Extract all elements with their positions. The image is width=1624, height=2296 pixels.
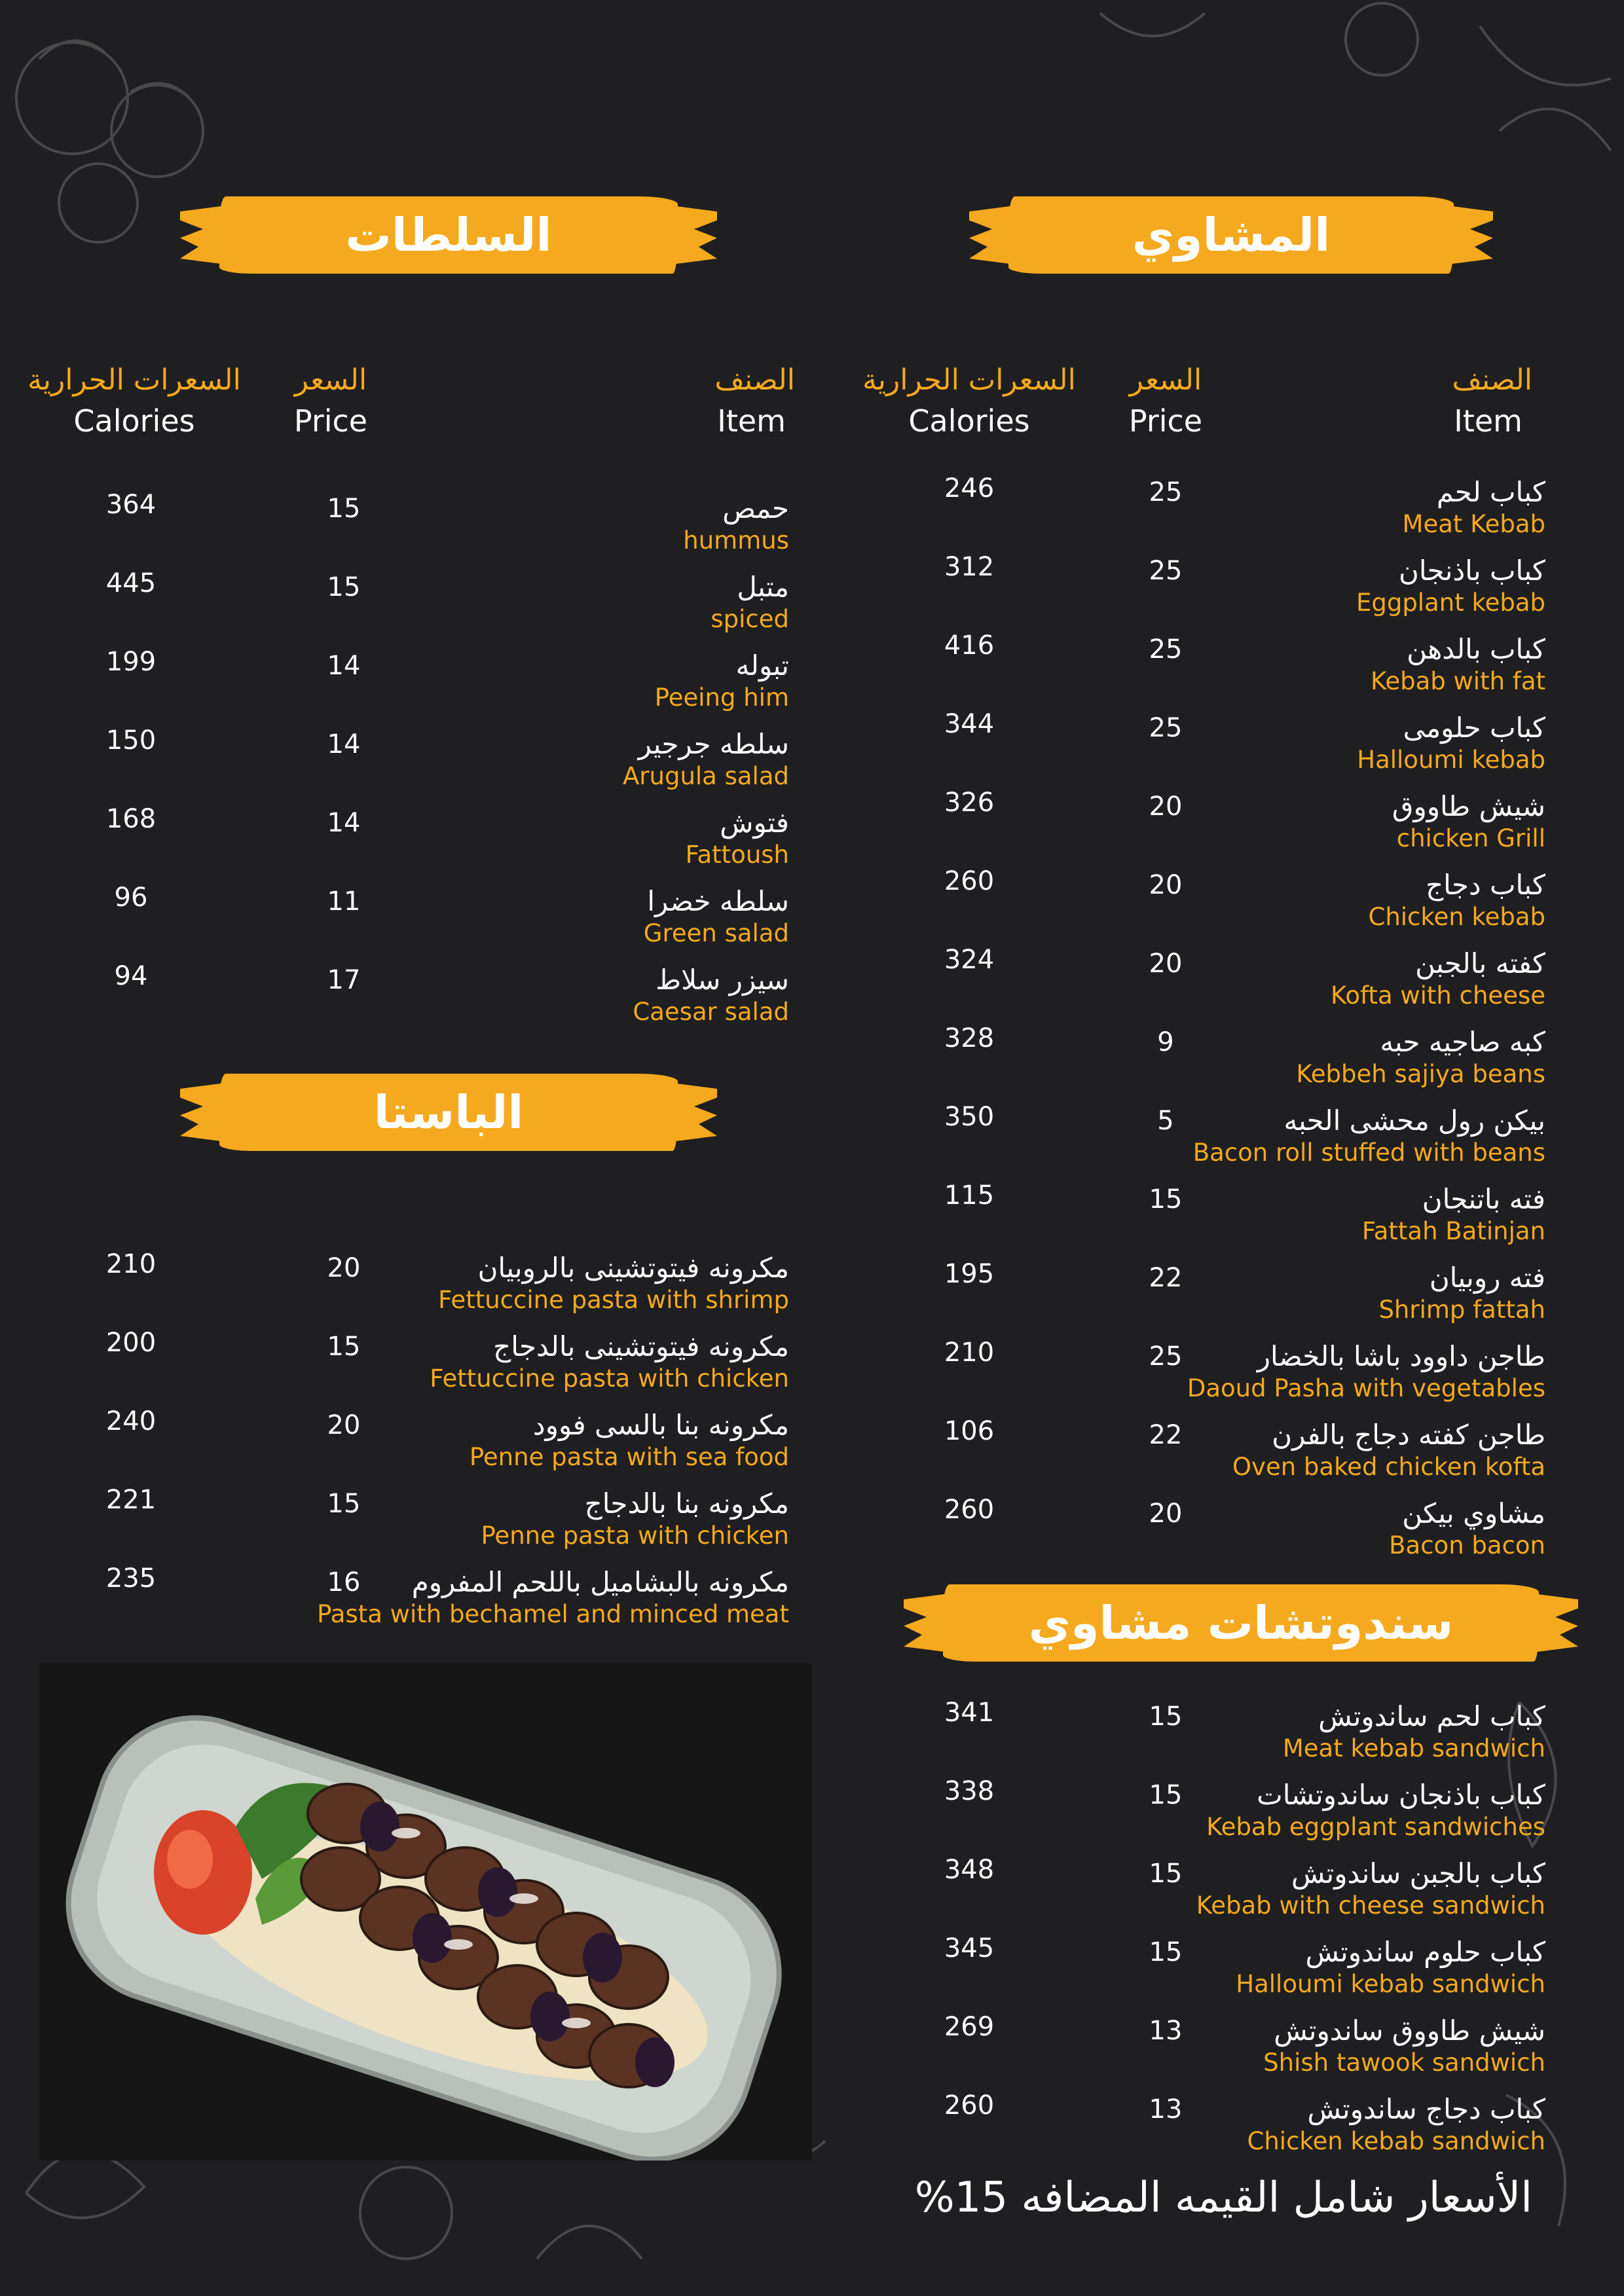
item-name-ar: كباب بالدهن <box>1407 633 1545 665</box>
item-calories: 240 <box>105 1406 157 1436</box>
grills-banner <box>1008 196 1454 274</box>
grills-row <box>864 710 1545 782</box>
item-calories: 235 <box>105 1563 157 1594</box>
item-price: 15 <box>1149 1780 1183 1810</box>
grills-row <box>864 632 1545 704</box>
item-name <box>683 491 789 555</box>
item-name-ar: مكرونه فيتوتشينى بالروبيان <box>477 1252 789 1284</box>
pasta-row <box>72 1250 789 1322</box>
item-calories: 200 <box>105 1328 157 1358</box>
item-name-ar: متبل <box>737 571 789 603</box>
item-calories: 260 <box>944 866 995 896</box>
item-name <box>1331 946 1545 1010</box>
calories-header-en: Calories <box>908 403 1030 439</box>
item-calories: 364 <box>105 490 157 520</box>
item-name-en: Halloumi kebab <box>1357 746 1545 774</box>
herb-sketch-icon <box>1074 0 1624 196</box>
item-name <box>1247 2092 1546 2156</box>
item-name <box>644 884 789 948</box>
item-name-en: Peeing him <box>654 683 789 712</box>
item-name-ar: تبوله <box>735 649 789 682</box>
item-calories: 416 <box>944 630 995 661</box>
item-price: 11 <box>327 886 361 917</box>
item-name-ar: مكرونه فيتوتشينى بالدجاج <box>493 1330 789 1362</box>
item-name-en: Eggplant kebab <box>1356 589 1545 617</box>
item-price: 9 <box>1157 1027 1174 1057</box>
pasta-row <box>72 1408 789 1480</box>
salads-row <box>72 884 789 956</box>
item-price: 25 <box>1149 1341 1183 1372</box>
calories-header-ar: السعرات الحرارية <box>862 363 1076 397</box>
item-name-ar: كباب لحم <box>1436 476 1545 508</box>
item-price: 15 <box>327 1332 361 1362</box>
item-calories: 210 <box>105 1249 157 1279</box>
sandwiches-row <box>864 1935 1545 2007</box>
item-price: 13 <box>1149 2016 1183 2046</box>
item-calories: 168 <box>105 804 157 834</box>
item-name <box>633 962 789 1027</box>
item-name-en: Daoud Pasha with vegetables <box>1187 1374 1545 1402</box>
item-name <box>1196 1856 1545 1920</box>
sandwiches-title: سندوتشات مشاوي <box>1028 1596 1454 1650</box>
item-calories: 345 <box>944 1933 995 1963</box>
salads-item-header <box>589 363 799 439</box>
salads-row <box>72 648 789 720</box>
grills-row <box>864 1417 1545 1489</box>
item-name-ar: حمص <box>722 492 789 524</box>
item-name-en: Green salad <box>643 919 789 947</box>
item-name-en: Kofta with cheese <box>1331 981 1545 1010</box>
item-price: 25 <box>1149 556 1183 586</box>
item-name-en: Shish tawook sandwich <box>1263 2049 1545 2077</box>
salads-calories-header <box>13 363 255 439</box>
item-calories: 150 <box>105 725 157 756</box>
item-calories: 210 <box>944 1338 995 1368</box>
item-name-en: Meat Kebab <box>1402 510 1545 538</box>
item-calories: 195 <box>944 1259 995 1289</box>
item-name-en: Kebab eggplant sandwiches <box>1206 1813 1545 1841</box>
item-price: 16 <box>327 1567 361 1597</box>
item-calories: 246 <box>944 473 995 503</box>
item-name-ar: كباب حلومى <box>1403 712 1545 744</box>
item-name-ar: فته روبيان <box>1429 1262 1545 1294</box>
item-name-en: Pasta with bechamel and minced meat <box>317 1600 789 1628</box>
item-price: 15 <box>327 572 361 602</box>
item-name-en: Fattoush <box>685 841 789 869</box>
grills-item-header <box>1395 363 1591 439</box>
price-header-ar: السعر <box>1129 363 1202 397</box>
item-calories: 96 <box>114 883 148 913</box>
item-name-en: Shrimp fattah <box>1378 1296 1545 1324</box>
item-calories: 348 <box>944 1855 995 1885</box>
item-name-en: chicken Grill <box>1396 824 1545 852</box>
item-name-ar: شيش طاووق <box>1392 790 1545 822</box>
item-header-ar: الصنف <box>1452 363 1532 397</box>
item-name-en: Oven baked chicken kofta <box>1232 1453 1545 1481</box>
item-price: 15 <box>1149 1184 1183 1214</box>
item-name <box>1378 1260 1545 1324</box>
item-name-ar: كباب بالجبن ساندوتش <box>1291 1857 1545 1889</box>
item-name-en: Penne pasta with sea food <box>469 1443 789 1471</box>
kebab-plate-photo <box>39 1663 812 2160</box>
price-header-ar: السعر <box>294 363 367 397</box>
pasta-row <box>72 1486 789 1558</box>
salads-title: السلطات <box>345 208 552 262</box>
item-price: 15 <box>327 1489 361 1519</box>
pasta-banner <box>219 1074 678 1151</box>
grills-row <box>864 1025 1545 1097</box>
item-name-ar: فته باتنجان <box>1422 1183 1545 1215</box>
item-calories: 260 <box>944 1495 995 1525</box>
item-name-en: Kebbeh sajiya beans <box>1296 1060 1545 1088</box>
item-calories: 312 <box>944 552 995 582</box>
item-name-en: Halloumi kebab sandwich <box>1236 1970 1545 1998</box>
grills-row <box>864 553 1545 625</box>
item-calories: 445 <box>105 568 157 598</box>
item-name-ar: كباب باذنجان ساندوتشات <box>1257 1779 1545 1811</box>
item-name <box>1368 867 1545 932</box>
item-price: 5 <box>1157 1106 1174 1136</box>
calories-header-ar: السعرات الحرارية <box>28 363 241 397</box>
item-price: 20 <box>1149 949 1183 979</box>
item-price: 22 <box>1149 1263 1183 1293</box>
item-price: 14 <box>327 729 361 759</box>
item-calories: 94 <box>114 961 148 991</box>
item-name <box>655 648 789 712</box>
item-calories: 338 <box>944 1776 995 1806</box>
item-name-ar: كباب لحم ساندوتش <box>1318 1700 1545 1732</box>
item-name <box>1362 1182 1545 1246</box>
calories-header-en: Calories <box>73 403 195 439</box>
item-name-en: Arugula salad <box>622 762 789 790</box>
item-name-en: Fattah Batinjan <box>1361 1217 1545 1245</box>
sandwiches-row <box>864 2013 1545 2085</box>
grills-row <box>864 946 1545 1018</box>
item-name <box>1357 710 1545 774</box>
item-name-en: Kebab with fat <box>1370 667 1545 695</box>
item-name <box>1296 1025 1545 1089</box>
sandwiches-row <box>864 1777 1545 1850</box>
item-name-ar: مشاوي بيكن <box>1402 1497 1545 1529</box>
salads-row <box>72 805 789 877</box>
item-name-ar: مكرونه بنا بالدجاج <box>584 1487 789 1520</box>
sandwiches-banner <box>943 1584 1539 1662</box>
item-name-ar: مكرونه بالبشاميل باللحم المفروم <box>411 1566 789 1598</box>
item-name-en: Caesar salad <box>633 998 789 1026</box>
item-name <box>710 570 789 634</box>
item-calories: 260 <box>944 2090 995 2121</box>
sandwiches-row <box>864 1699 1545 1771</box>
item-name-en: Chicken kebab sandwich <box>1247 2127 1545 2155</box>
grills-title: المشاوي <box>1132 208 1331 262</box>
item-name <box>1283 1699 1545 1763</box>
salads-row <box>72 962 789 1034</box>
item-name-ar: سيزر سلاط <box>655 964 789 996</box>
grills-price-header <box>1100 363 1231 439</box>
item-price: 20 <box>327 1410 361 1440</box>
item-name <box>1371 632 1545 696</box>
item-header-en: Item <box>1454 403 1522 439</box>
item-calories: 344 <box>944 709 995 739</box>
item-price: 25 <box>1149 713 1183 743</box>
item-name-ar: سلطه جرجير <box>638 728 789 760</box>
item-name-ar: كفته بالجبن <box>1415 947 1545 979</box>
item-name-en: Meat kebab sandwich <box>1282 1734 1545 1762</box>
item-price: 22 <box>1149 1420 1183 1450</box>
item-price: 20 <box>1149 870 1183 900</box>
item-calories: 199 <box>105 647 157 677</box>
salads-row <box>72 570 789 642</box>
grills-row <box>864 475 1545 547</box>
item-name <box>1193 1103 1545 1167</box>
vat-note: الأسعار شامل القيمه المضافه 15% <box>914 2174 1532 2222</box>
item-name <box>1356 553 1545 617</box>
item-price: 20 <box>1149 792 1183 822</box>
item-name-en: Bacon bacon <box>1389 1531 1545 1559</box>
grills-row <box>864 1182 1545 1254</box>
item-calories: 341 <box>944 1698 995 1728</box>
grills-row <box>864 867 1545 939</box>
item-price: 15 <box>327 494 361 524</box>
item-name <box>430 1329 789 1393</box>
item-name-ar: مكرونه بنا بالسى فوود <box>532 1409 789 1441</box>
salads-row <box>72 727 789 799</box>
item-name-ar: كبه صاجيه حبه <box>1380 1026 1545 1058</box>
item-name-en: hummus <box>683 526 789 555</box>
grills-row <box>864 789 1545 861</box>
item-name-en: Fettuccine pasta with chicken <box>430 1364 789 1393</box>
pasta-row <box>72 1329 789 1401</box>
grills-row <box>864 1339 1545 1411</box>
item-name <box>1232 1417 1545 1482</box>
item-name-en: Kebab with cheese sandwich <box>1196 1891 1545 1920</box>
item-name <box>1389 1496 1545 1560</box>
item-header-en: Item <box>717 403 786 439</box>
item-name <box>1236 1935 1545 1999</box>
item-name <box>1392 789 1545 853</box>
item-name-ar: طاجن داوود باشا بالخضار <box>1257 1340 1545 1372</box>
sandwiches-row <box>864 2092 1545 2164</box>
item-price: 15 <box>1149 1859 1183 1889</box>
item-price: 20 <box>1149 1499 1183 1529</box>
item-name-ar: سلطه خضرا <box>647 885 789 917</box>
item-calories: 106 <box>944 1416 995 1446</box>
pasta-row <box>72 1565 789 1637</box>
item-name-ar: كباب دجاج <box>1426 869 1545 901</box>
item-name <box>438 1250 789 1315</box>
item-name-en: Penne pasta with chicken <box>481 1522 789 1550</box>
item-price: 15 <box>1149 1937 1183 1967</box>
item-name <box>1263 2013 1545 2077</box>
item-name-en: Fettuccine pasta with shrimp <box>438 1286 789 1314</box>
grills-row <box>864 1260 1545 1332</box>
item-name <box>1187 1339 1545 1403</box>
item-name <box>470 1408 789 1472</box>
item-price: 25 <box>1149 634 1183 665</box>
sandwiches-row <box>864 1856 1545 1928</box>
item-name-ar: كباب حلوم ساندوتش <box>1305 1936 1545 1968</box>
item-price: 20 <box>327 1253 361 1283</box>
item-header-ar: الصنف <box>714 363 795 397</box>
grills-row <box>864 1496 1545 1568</box>
item-calories: 326 <box>944 788 995 818</box>
item-name-en: Bacon roll stuffed with beans <box>1192 1139 1545 1167</box>
item-calories: 328 <box>944 1023 995 1053</box>
price-header-en: Price <box>1128 403 1203 439</box>
item-price: 14 <box>327 808 361 838</box>
item-name <box>1206 1777 1545 1842</box>
item-price: 14 <box>327 651 361 681</box>
item-name <box>1403 475 1545 539</box>
salads-price-header <box>265 363 396 439</box>
item-name-en: Chicken kebab <box>1368 903 1545 931</box>
item-calories: 324 <box>944 945 995 975</box>
item-price: 25 <box>1149 477 1183 507</box>
item-calories: 350 <box>944 1102 995 1132</box>
item-price: 17 <box>327 965 361 995</box>
item-name <box>686 805 789 869</box>
item-name <box>317 1565 789 1629</box>
grills-calories-header <box>845 363 1094 439</box>
salads-row <box>72 491 789 563</box>
price-header-en: Price <box>293 403 368 439</box>
item-name-ar: كباب باذنجان <box>1399 555 1545 587</box>
item-name-ar: بيكن رول محشى الحبه <box>1283 1104 1545 1137</box>
item-price: 15 <box>1149 1702 1183 1732</box>
item-price: 13 <box>1149 2094 1183 2124</box>
item-name <box>481 1486 789 1550</box>
pasta-title: الباستا <box>373 1085 524 1139</box>
item-calories: 221 <box>105 1485 157 1515</box>
item-calories: 269 <box>944 2012 995 2042</box>
item-name-ar: شيش طاووق ساندوتش <box>1274 2014 1545 2047</box>
salads-banner <box>219 196 678 274</box>
item-calories: 115 <box>944 1180 995 1211</box>
item-name-en: spiced <box>710 605 789 633</box>
item-name-ar: كباب دجاج ساندوتش <box>1307 2093 1545 2125</box>
item-name-ar: طاجن كفته دجاج بالفرن <box>1272 1419 1545 1451</box>
item-name <box>623 727 789 791</box>
item-name-ar: فتوش <box>720 807 789 839</box>
grills-row <box>864 1103 1545 1175</box>
